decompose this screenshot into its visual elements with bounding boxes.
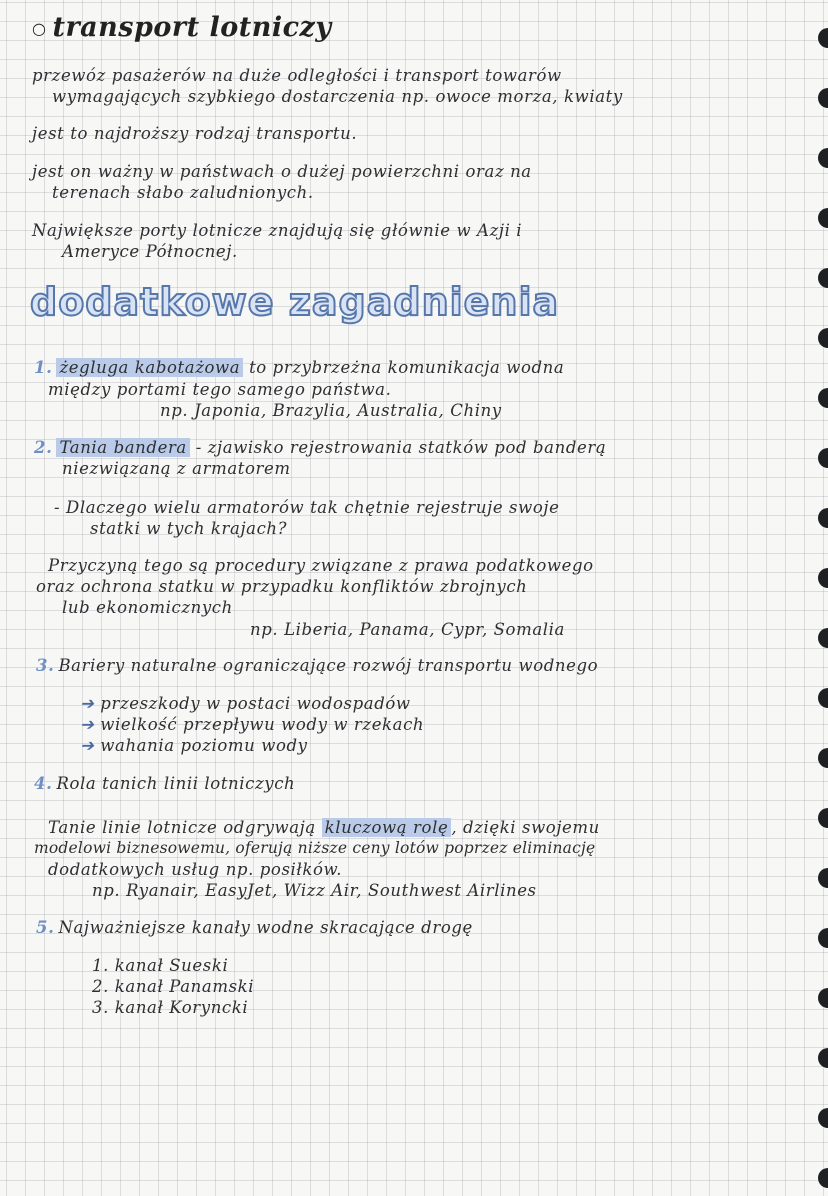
q4-text-pre: Tanie linie lotnicze odgrywają bbox=[48, 818, 316, 837]
binding-ring bbox=[818, 28, 828, 48]
q3-line bbox=[36, 656, 598, 675]
q1-examples: np. Japonia, Brazylia, Australia, Chiny bbox=[160, 401, 502, 420]
q5-line bbox=[36, 918, 473, 937]
binding-ring bbox=[818, 568, 828, 588]
binding-ring bbox=[818, 988, 828, 1008]
binding-ring bbox=[818, 148, 828, 168]
bullet-icon: ○ bbox=[32, 19, 47, 38]
q2-line2: niezwiązaną z armatorem bbox=[62, 459, 291, 478]
q5-heading: Najważniejsze kanały wodne skracające drogę bbox=[58, 918, 473, 937]
q5-item: 3. kanał Koryncki bbox=[92, 998, 249, 1017]
q4-heading: Rola tanich linii lotniczych bbox=[56, 774, 296, 793]
q3-item bbox=[80, 694, 411, 713]
q2-rest: - zjawisko rejestrowania statków pod banderą bbox=[195, 438, 607, 457]
binding-ring bbox=[818, 268, 828, 288]
q1-rest: to przybrzeżna komunikacja wodna bbox=[249, 358, 565, 377]
spiral-binding bbox=[812, 0, 828, 1196]
q5-number: 5. bbox=[36, 918, 55, 937]
q2-answer: oraz ochrona statku w przypadku konfliktów zbrojnych bbox=[36, 577, 528, 596]
q3-item bbox=[80, 715, 424, 734]
intro-line: jest to najdroższy rodzaj transportu. bbox=[32, 124, 358, 143]
binding-ring bbox=[818, 1108, 828, 1128]
binding-ring bbox=[818, 868, 828, 888]
q3-item-text: przeszkody w postaci wodospadów bbox=[100, 694, 411, 713]
q1-line bbox=[34, 358, 564, 377]
q2-question: statki w tych krajach? bbox=[90, 519, 288, 538]
binding-ring bbox=[818, 628, 828, 648]
q3-item-text: wielkość przepływu wody w rzekach bbox=[100, 715, 425, 734]
q2-examples: np. Liberia, Panama, Cypr, Somalia bbox=[250, 620, 565, 639]
binding-ring bbox=[818, 208, 828, 228]
arrow-right-icon: ➔ bbox=[80, 715, 95, 734]
q2-question: - Dlaczego wielu armatorów tak chętnie rejestruje swoje bbox=[54, 498, 560, 517]
q1-number: 1. bbox=[34, 358, 53, 377]
binding-ring bbox=[818, 748, 828, 768]
q1-line2: między portami tego samego państwa. bbox=[48, 380, 392, 399]
q5-item: 1. kanał Sueski bbox=[92, 956, 229, 975]
q3-item-text: wahania poziomu wody bbox=[100, 736, 308, 755]
q4-number: 4. bbox=[34, 774, 53, 793]
arrow-right-icon: ➔ bbox=[80, 694, 95, 713]
binding-ring bbox=[818, 448, 828, 468]
q2-answer: lub ekonomicznych bbox=[62, 598, 233, 617]
q2-line bbox=[34, 438, 606, 457]
binding-ring bbox=[818, 1048, 828, 1068]
q4-highlight: kluczową rolę bbox=[322, 818, 452, 837]
binding-ring bbox=[818, 508, 828, 528]
q4-text-post: , dzięki swojemu bbox=[451, 818, 600, 837]
title-text: transport lotniczy bbox=[52, 12, 332, 43]
intro-line: terenach słabo zaludnionych. bbox=[52, 183, 314, 202]
binding-ring bbox=[818, 808, 828, 828]
intro-line: wymagających szybkiego dostarczenia np. owoce morza, kwiaty bbox=[52, 87, 623, 106]
binding-ring bbox=[818, 88, 828, 108]
q3-item bbox=[80, 736, 308, 755]
q3-number: 3. bbox=[36, 656, 55, 675]
binding-ring bbox=[818, 388, 828, 408]
q1-term: żegluga kabotażowa bbox=[56, 358, 243, 377]
binding-ring bbox=[818, 928, 828, 948]
binding-ring bbox=[818, 328, 828, 348]
q4-examples: np. Ryanair, EasyJet, Wizz Air, Southwest Airlines bbox=[92, 881, 537, 900]
q4-text bbox=[48, 818, 600, 837]
section-heading: dodatkowe zagadnienia bbox=[30, 280, 560, 324]
page-title bbox=[32, 12, 332, 43]
arrow-right-icon: ➔ bbox=[80, 736, 95, 755]
intro-line: przewóz pasażerów na duże odległości i transport towarów bbox=[32, 66, 562, 85]
intro-line: Ameryce Północnej. bbox=[62, 242, 238, 261]
q2-answer: Przyczyną tego są procedury związane z prawa podatkowego bbox=[48, 556, 594, 575]
intro-line: Największe porty lotnicze znajdują się głównie w Azji i bbox=[32, 221, 523, 240]
q4-text: dodatkowych usług np. posiłków. bbox=[48, 860, 343, 879]
q5-item: 2. kanał Panamski bbox=[92, 977, 255, 996]
binding-ring bbox=[818, 1168, 828, 1188]
q2-term: Tania bandera bbox=[56, 438, 189, 457]
q4-line bbox=[34, 774, 295, 793]
intro-line: jest on ważny w państwach o dużej powierzchni oraz na bbox=[32, 162, 532, 181]
q2-number: 2. bbox=[34, 438, 53, 457]
q3-heading: Bariery naturalne ograniczające rozwój transportu wodnego bbox=[58, 656, 599, 675]
binding-ring bbox=[818, 688, 828, 708]
q4-text: modelowi biznesowemu, oferują niższe ceny lotów poprzez eliminację bbox=[34, 839, 596, 857]
